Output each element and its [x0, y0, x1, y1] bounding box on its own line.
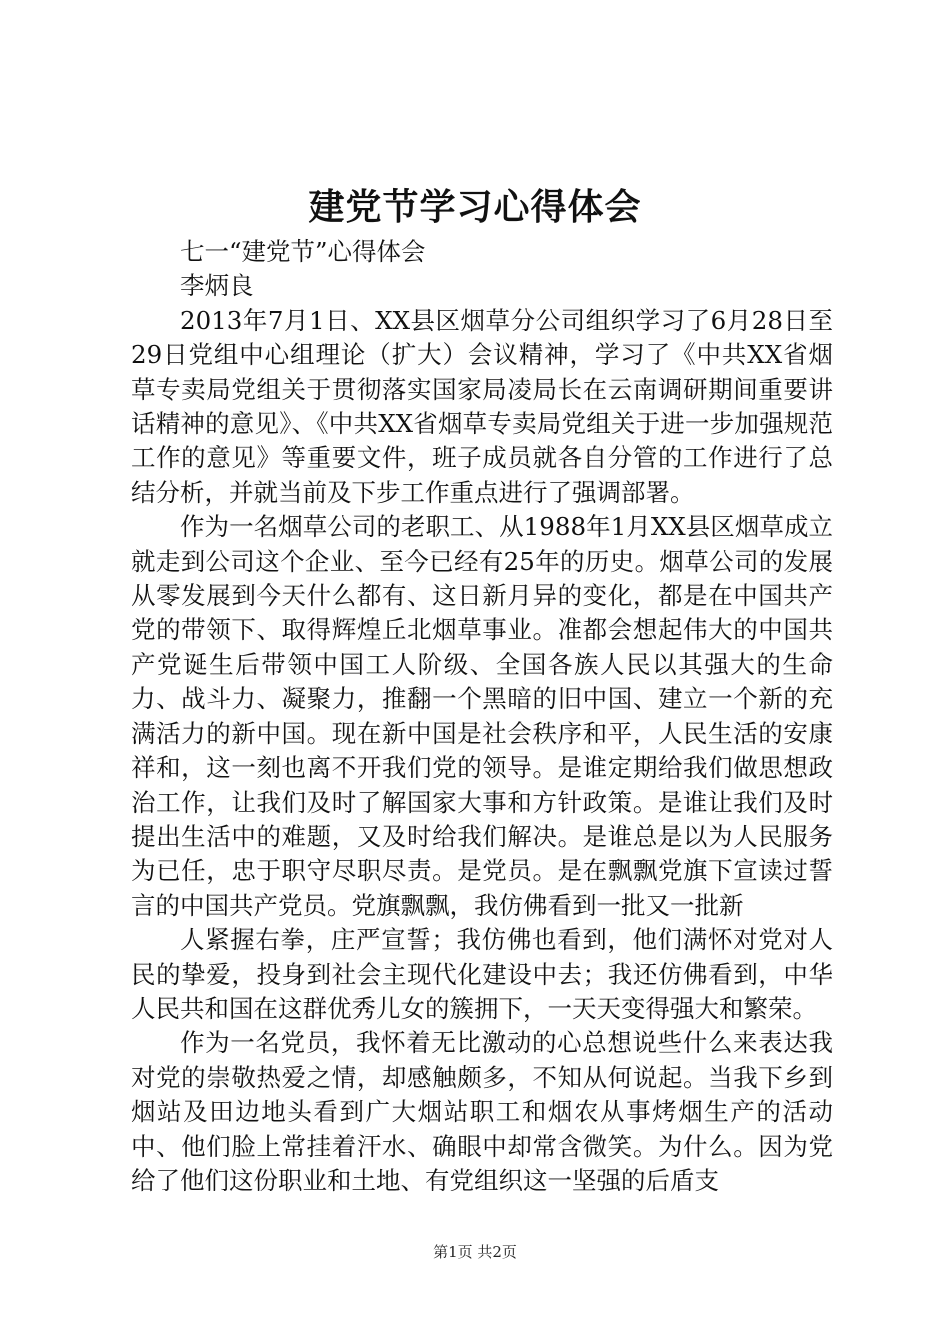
- paragraph-2: 作为一名烟草公司的老职工、从1988年1月XX县区烟草成立就走到公司这个企业、至今已经有25年的历史。烟草公司的发展从零发展到今天什么都有、这日新月异的变化，都是在中国共产党的带领下、取得辉煌丘北烟草事业。准都会想起伟大的中国共产党诞生后带领中国工人阶级、全国各族人民以其强大的生命力、战斗力、凝聚力，推翻一个黑暗的旧中国、建立一个新的充满活力的新中国。现在新中国是社会秩序和平，人民生活的安康祥和，这一刻也离不开我们党的领导。是谁定期给我们做思想政治工作，让我们及时了解国家大事和方针政策。是谁让我们及时提出生活中的难题，又及时给我们解决。是谁总是以为人民服务为已任，忠于职守尽职尽责。是党员。是在飘飘党旗下宣读过誓言的中国共产党员。党旗飘飘，我仿佛看到一批又一批新: [131, 512, 833, 920]
- document-title: 建党节学习心得体会: [308, 186, 642, 228]
- document-body: [131, 235, 833, 1198]
- page-footer: 第1页 共2页: [433, 1243, 517, 1261]
- paragraph-3: 人紧握右拳，庄严宣誓；我仿佛也看到，他们满怀对党对人民的挚爱，投身到社会主现代化建设中去；我还仿佛看到，中华人民共和国在这群优秀儿女的簇拥下，一天天变得强大和繁荣。: [131, 925, 833, 1023]
- document-subtitle: 七一“建党节”心得体会: [180, 237, 426, 266]
- paragraph-1: 2013年7月1日、XX县区烟草分公司组织学习了6月28日至29日党组中心组理论（扩大）会议精神，学习了《中共XX省烟草专卖局党组关于贯彻落实国家局凌局长在云南调研期间重要讲话精神的意见》、《中共XX省烟草专卖局党组关于进一步加强规范工作的意见》等重要文件，班子成员就各自分管的工作进行了总结分析，并就当前及下步工作重点进行了强调部署。: [131, 305, 833, 507]
- paragraph-4: 作为一名党员，我怀着无比激动的心总想说些什么来表达我对党的崇敬热爱之情，却感触颇多，不知从何说起。当我下乡到烟站及田边地头看到广大烟站职工和烟农从事烤烟生产的活动中、他们脸上常挂着汗水、确眼中却常含微笑。为什么。因为党给了他们这份职业和土地、有党组织这一坚强的后盾支: [131, 1028, 833, 1195]
- document-author: 李炳良: [180, 271, 254, 301]
